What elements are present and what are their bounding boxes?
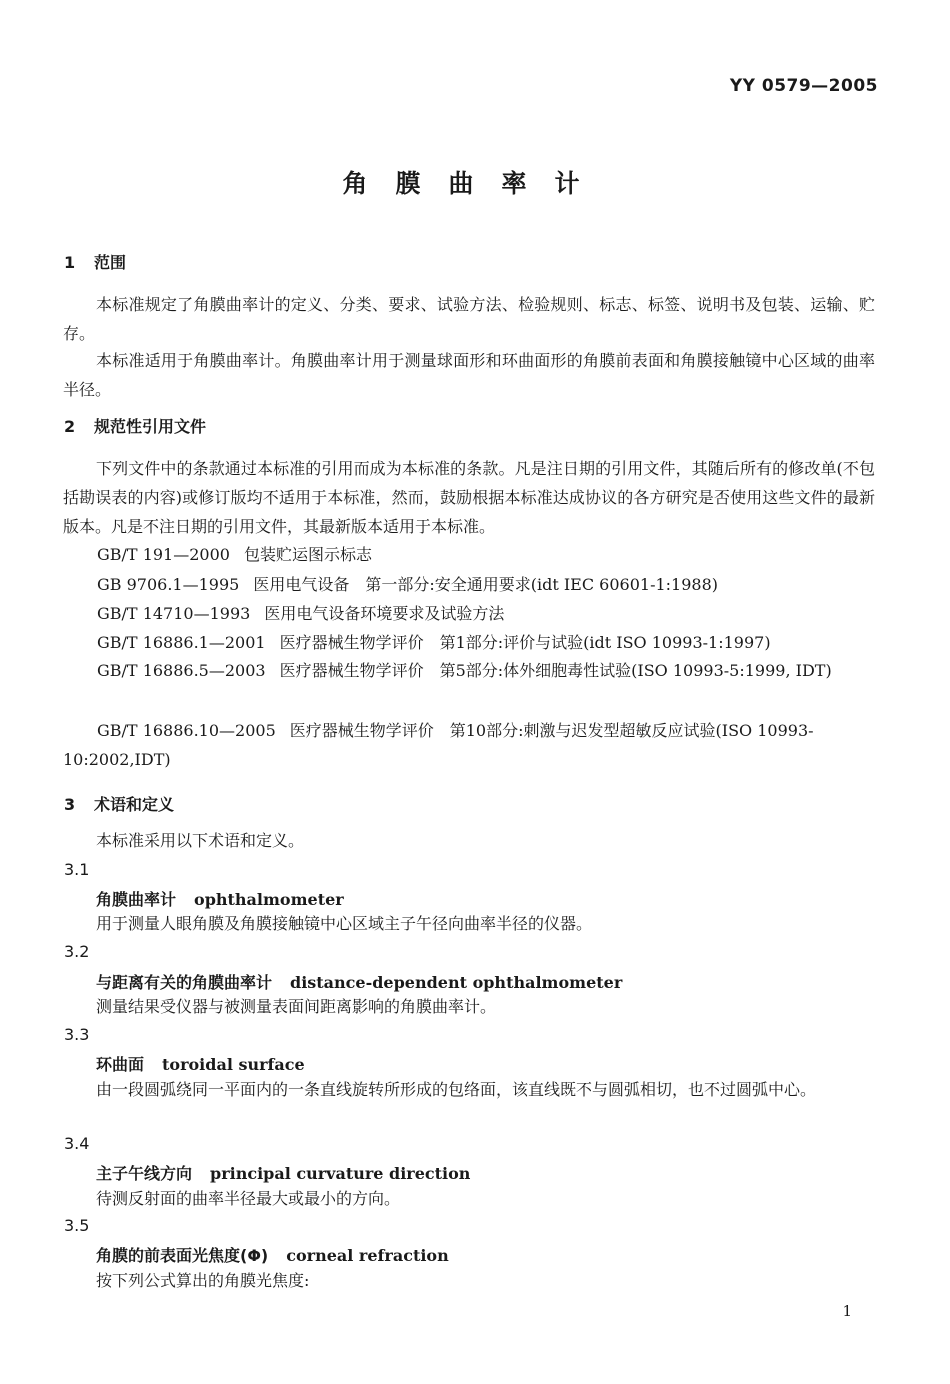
- term-english: corneal refraction: [286, 1246, 449, 1265]
- reference-code: GB/T 16886.10—2005: [97, 721, 276, 740]
- term-english: ophthalmometer: [194, 890, 344, 909]
- reference-item: [63, 716, 875, 774]
- section-3-heading: [64, 792, 174, 815]
- term-number: 3.5: [64, 1216, 90, 1235]
- term-chinese: 与距离有关的角膜曲率计: [96, 973, 273, 992]
- term-title: [96, 887, 344, 910]
- term-title: [96, 1161, 470, 1184]
- reference-code: GB/T 14710—1993: [97, 604, 251, 623]
- section-1-paragraph-1: 本标准规定了角膜曲率计的定义、分类、要求、试验方法、检验规则、标志、标签、说明书及包装、运输、贮存。: [63, 295, 875, 343]
- term-chinese: 角膜的前表面光焦度(Φ): [96, 1246, 269, 1265]
- term-title: [96, 970, 622, 993]
- section-title: 规范性引用文件: [94, 417, 207, 436]
- reference-name: 医用电气设备 第一部分:安全通用要求(idt IEC 60601-1:1988): [253, 575, 719, 594]
- term-number: 3.2: [64, 942, 90, 961]
- reference-item: [63, 656, 875, 685]
- term-definition: 由一段圆弧绕同一平面内的一条直线旋转所形成的包络面，该直线既不与圆弧相切，也不过圆弧中心。: [96, 1080, 817, 1099]
- reference-item: [63, 570, 875, 599]
- term-number: 3.4: [64, 1134, 90, 1153]
- term-definition: 测量结果受仪器与被测量表面间距离影响的角膜曲率计。: [96, 997, 497, 1016]
- section-1-paragraph-2: 本标准适用于角膜曲率计。角膜曲率计用于测量球面形和环曲面形的角膜前表面和角膜接触镜中心区域的曲率半径。: [63, 351, 875, 399]
- term-chinese: 环曲面: [96, 1055, 145, 1074]
- term-number: 3.3: [64, 1025, 90, 1044]
- section-2-heading: [64, 414, 206, 437]
- term-english: principal curvature direction: [210, 1164, 471, 1183]
- reference-name: 医疗器械生物学评价 第10部分:刺激与迟发型超敏反应试验(ISO 10993-10:2002,IDT): [63, 721, 814, 769]
- reference-code: GB 9706.1—1995: [97, 575, 240, 594]
- section-2-paragraph-1: 下列文件中的条款通过本标准的引用而成为本标准的条款。凡是注日期的引用文件，其随后所有的修改单(不包括勘误表的内容)或修订版均不适用于本标准，然而，鼓励根据本标准达成协议的各方研究是否使用这些文件的最新版本。凡是不注日期的引用文件，其最新版本适用于本标准。: [63, 459, 875, 536]
- reference-name: 医疗器械生物学评价 第5部分:体外细胞毒性试验(ISO 10993-5:1999, IDT): [279, 661, 832, 680]
- section-number: 1: [64, 253, 76, 272]
- term-english: toroidal surface: [162, 1055, 305, 1074]
- section-1-heading: [64, 250, 126, 273]
- section-number: 2: [64, 417, 76, 436]
- reference-code: GB/T 191—2000: [97, 545, 230, 564]
- reference-name: 包装贮运图示标志: [243, 545, 372, 564]
- reference-item: [63, 599, 875, 628]
- page-number: 1: [842, 1302, 852, 1320]
- document-title: 角膜曲率计: [342, 169, 608, 198]
- section-number: 3: [64, 795, 76, 814]
- term-chinese: 角膜曲率计: [96, 890, 177, 909]
- term-chinese: 主子午线方向: [96, 1164, 193, 1183]
- reference-item: [63, 540, 875, 569]
- term-number: 3.1: [64, 860, 90, 879]
- term-english: distance-dependent ophthalmometer: [290, 973, 623, 992]
- reference-code: GB/T 16886.1—2001: [97, 633, 266, 652]
- section-title: 范围: [94, 253, 127, 272]
- term-definition: 用于测量人眼角膜及角膜接触镜中心区域主子午径向曲率半径的仪器。: [96, 914, 593, 933]
- section-title: 术语和定义: [94, 795, 175, 814]
- standard-id: YY 0579—2005: [729, 76, 878, 96]
- section-3-intro: 本标准采用以下术语和定义。: [96, 831, 305, 850]
- reference-item: [63, 628, 875, 657]
- term-definition: 按下列公式算出的角膜光焦度:: [96, 1271, 310, 1290]
- reference-code: GB/T 16886.5—2003: [97, 661, 266, 680]
- reference-name: 医用电气设备环境要求及试验方法: [264, 604, 505, 623]
- reference-name: 医疗器械生物学评价 第1部分:评价与试验(idt ISO 10993-1:1997): [279, 633, 771, 652]
- term-title: [96, 1243, 449, 1266]
- term-title: [96, 1052, 305, 1075]
- term-definition: 待测反射面的曲率半径最大或最小的方向。: [96, 1189, 401, 1208]
